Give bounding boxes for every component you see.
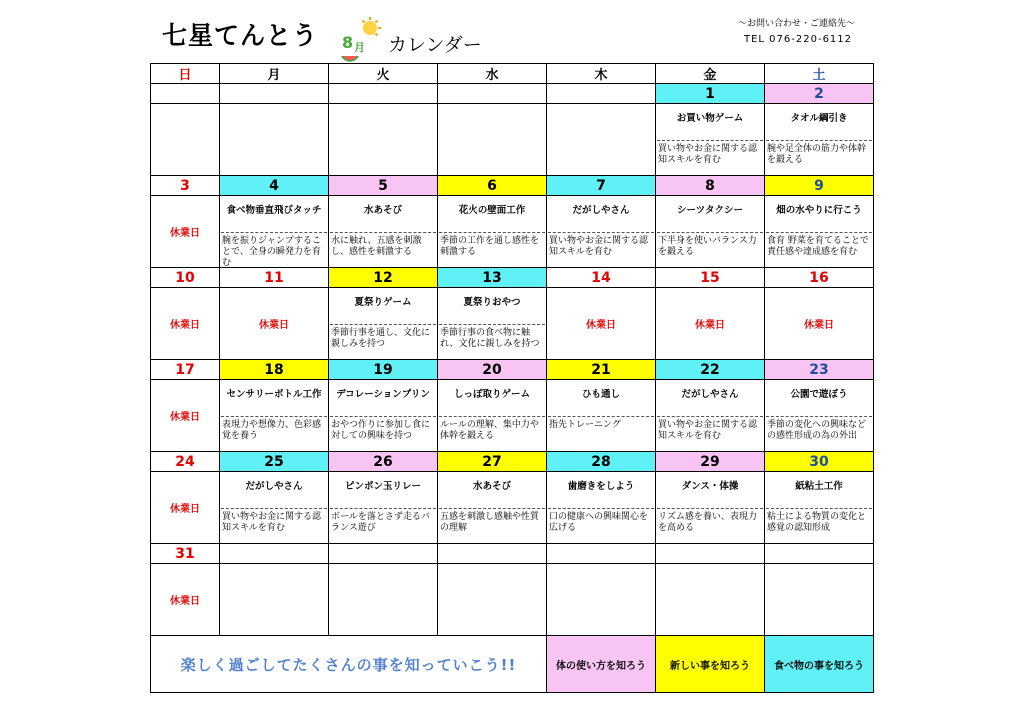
activity-cell bbox=[220, 472, 329, 544]
activity-cell bbox=[656, 380, 765, 452]
activity-title: 水あそび bbox=[472, 481, 511, 492]
activity-cell bbox=[329, 472, 438, 544]
activity-title: ひも通し bbox=[581, 389, 620, 400]
activity-cell bbox=[438, 472, 547, 544]
dashed-divider bbox=[439, 508, 545, 509]
svg-text:8: 8 bbox=[342, 33, 354, 52]
activity-title: 紙粘土工作 bbox=[795, 481, 843, 492]
date-cell-5: 5 bbox=[329, 176, 438, 196]
weekday-header-sat: 土 bbox=[765, 64, 874, 84]
date-cell-empty bbox=[220, 84, 329, 104]
activity-title: タオル綱引き bbox=[790, 113, 848, 124]
date-cell-24: 24 bbox=[151, 452, 220, 472]
activity-title: 食べ物垂直飛びタッチ bbox=[226, 205, 322, 216]
activity-cell bbox=[151, 196, 220, 268]
dashed-divider bbox=[221, 232, 327, 233]
dashed-divider bbox=[439, 324, 545, 325]
date-cell-21: 21 bbox=[547, 360, 656, 380]
dashed-divider bbox=[221, 416, 327, 417]
activity-description: ボールを落とさず走るバランス遊び bbox=[331, 512, 430, 533]
date-row bbox=[151, 360, 874, 380]
activity-description: 腕を振りジャンプすることで、全身の瞬発力を育む bbox=[222, 236, 321, 268]
activity-cell bbox=[151, 564, 220, 636]
closed-day-label: 休業日 bbox=[170, 228, 200, 239]
activity-row bbox=[151, 380, 874, 452]
phone-number: TEL 076-220-6112 bbox=[744, 34, 853, 45]
activity-row bbox=[151, 104, 874, 176]
activity-title: シーツタクシー bbox=[676, 205, 744, 216]
activity-title: デコレーションプリン bbox=[336, 389, 430, 400]
date-cell-20: 20 bbox=[438, 360, 547, 380]
date-cell-13: 13 bbox=[438, 268, 547, 288]
activity-description: 季節の変化への興味などの感性形成の為の外出 bbox=[767, 420, 867, 441]
legend-yellow: 新しい事を知ろう bbox=[656, 636, 765, 693]
activity-description: 腕や足全体の筋力や体幹を鍛える bbox=[767, 144, 867, 165]
date-cell-8: 8 bbox=[656, 176, 765, 196]
date-cell-26: 26 bbox=[329, 452, 438, 472]
contact-label: ～お問い合わせ・ご連絡先～ bbox=[738, 19, 856, 29]
date-cell-empty bbox=[765, 544, 874, 564]
activity-cell bbox=[329, 288, 438, 360]
dashed-divider bbox=[330, 232, 436, 233]
dashed-divider bbox=[657, 416, 763, 417]
activity-cell bbox=[656, 564, 765, 636]
activity-title: 夏祭りゲーム bbox=[354, 297, 412, 308]
date-cell-28: 28 bbox=[547, 452, 656, 472]
date-cell-29: 29 bbox=[656, 452, 765, 472]
activity-description: 粘土による物質の変化と感覚の認知形成 bbox=[767, 512, 867, 533]
activity-cell bbox=[438, 104, 547, 176]
date-cell-1: 1 bbox=[656, 84, 765, 104]
activity-title: 花火の壁面工作 bbox=[458, 205, 526, 216]
footer-row bbox=[151, 636, 874, 693]
closed-day-label: 休業日 bbox=[170, 596, 200, 607]
activity-cell bbox=[151, 288, 220, 360]
activity-cell bbox=[547, 196, 656, 268]
activity-cell bbox=[220, 288, 329, 360]
activity-description: 下半身を使いバランス力を鍛える bbox=[658, 236, 757, 257]
date-cell-27: 27 bbox=[438, 452, 547, 472]
date-cell-15: 15 bbox=[656, 268, 765, 288]
date-cell-10: 10 bbox=[151, 268, 220, 288]
activity-title: だがしやさん bbox=[681, 389, 739, 400]
watermelon-icon bbox=[341, 56, 359, 62]
calendar-table bbox=[150, 63, 874, 693]
dashed-divider bbox=[548, 416, 654, 417]
activity-cell bbox=[547, 472, 656, 544]
date-cell-empty bbox=[547, 84, 656, 104]
dashed-divider bbox=[657, 140, 763, 141]
activity-cell bbox=[438, 196, 547, 268]
date-cell-9: 9 bbox=[765, 176, 874, 196]
activity-cell bbox=[547, 564, 656, 636]
activity-description: おやつ作りに参加し食に対しての興味を持つ bbox=[331, 420, 431, 441]
activity-cell bbox=[438, 288, 547, 360]
activity-row bbox=[151, 196, 874, 268]
weekday-header-fri: 金 bbox=[656, 64, 765, 84]
closed-day-label: 休業日 bbox=[586, 320, 616, 331]
date-cell-30: 30 bbox=[765, 452, 874, 472]
activity-description: 季節行事の食べ物に触れ、文化に親しみを持つ bbox=[440, 328, 540, 349]
activity-cell bbox=[438, 380, 547, 452]
activity-description: 季節行事を通し、文化に親しみを持つ bbox=[331, 328, 431, 349]
activity-description: 買い物やお金に関する認知スキルを育む bbox=[658, 420, 758, 441]
activity-description: 食育 野菜を育てることで責任感や達成感を育む bbox=[767, 236, 869, 257]
weekday-header-thu: 木 bbox=[547, 64, 656, 84]
date-row bbox=[151, 176, 874, 196]
activity-cell bbox=[220, 564, 329, 636]
activity-cell bbox=[329, 380, 438, 452]
activity-description: 買い物やお金に関する認知スキルを育む bbox=[549, 236, 649, 257]
activity-description: 指先トレーニング bbox=[549, 420, 621, 430]
date-row bbox=[151, 84, 874, 104]
date-cell-6: 6 bbox=[438, 176, 547, 196]
activity-cell bbox=[151, 104, 220, 176]
dashed-divider bbox=[548, 232, 654, 233]
activity-cell bbox=[765, 380, 874, 452]
dashed-divider bbox=[766, 232, 872, 233]
activity-cell bbox=[438, 564, 547, 636]
activity-title: 歯磨きをしよう bbox=[567, 481, 635, 492]
date-row bbox=[151, 544, 874, 564]
closed-day-label: 休業日 bbox=[259, 320, 289, 331]
activity-cell bbox=[765, 288, 874, 360]
activity-cell bbox=[656, 472, 765, 544]
date-cell-17: 17 bbox=[151, 360, 220, 380]
activity-title: だがしやさん bbox=[245, 481, 303, 492]
dashed-divider bbox=[548, 508, 654, 509]
dashed-divider bbox=[657, 508, 763, 509]
activity-cell bbox=[547, 104, 656, 176]
date-cell-empty bbox=[329, 84, 438, 104]
activity-cell bbox=[547, 288, 656, 360]
motto-text: 楽しく過ごしてたくさんの事を知っていこう!! bbox=[151, 636, 547, 693]
activity-cell bbox=[765, 564, 874, 636]
date-cell-22: 22 bbox=[656, 360, 765, 380]
activity-title: 夏祭りおやつ bbox=[463, 297, 521, 308]
activity-title: 水あそび bbox=[363, 205, 402, 216]
activity-cell bbox=[329, 564, 438, 636]
dashed-divider bbox=[439, 232, 545, 233]
date-cell-empty bbox=[656, 544, 765, 564]
date-cell-11: 11 bbox=[220, 268, 329, 288]
date-cell-empty bbox=[329, 544, 438, 564]
dashed-divider bbox=[330, 324, 436, 325]
closed-day-label: 休業日 bbox=[804, 320, 834, 331]
activity-cell bbox=[765, 472, 874, 544]
activity-cell bbox=[765, 196, 874, 268]
activity-cell bbox=[656, 104, 765, 176]
closed-day-label: 休業日 bbox=[170, 504, 200, 515]
date-cell-4: 4 bbox=[220, 176, 329, 196]
date-cell-12: 12 bbox=[329, 268, 438, 288]
date-cell-empty bbox=[438, 544, 547, 564]
activity-row bbox=[151, 472, 874, 544]
activity-title: ピンポン玉リレー bbox=[344, 481, 421, 492]
date-cell-23: 23 bbox=[765, 360, 874, 380]
legend-cyan: 食べ物の事を知ろう bbox=[765, 636, 874, 693]
weekday-header-row bbox=[151, 64, 874, 84]
activity-cell bbox=[220, 380, 329, 452]
date-cell-7: 7 bbox=[547, 176, 656, 196]
date-cell-18: 18 bbox=[220, 360, 329, 380]
date-cell-3: 3 bbox=[151, 176, 220, 196]
date-cell-empty bbox=[438, 84, 547, 104]
closed-day-label: 休業日 bbox=[695, 320, 725, 331]
date-cell-empty bbox=[151, 84, 220, 104]
svg-text:月: 月 bbox=[354, 41, 365, 54]
dashed-divider bbox=[766, 416, 872, 417]
legend-pink: 体の使い方を知ろう bbox=[547, 636, 656, 693]
date-row bbox=[151, 268, 874, 288]
sun-month-badge bbox=[337, 16, 383, 62]
date-cell-31: 31 bbox=[151, 544, 220, 564]
activity-cell bbox=[329, 104, 438, 176]
activity-title: センサリーボトル工作 bbox=[226, 389, 322, 400]
activity-cell bbox=[765, 104, 874, 176]
activity-cell bbox=[656, 288, 765, 360]
dashed-divider bbox=[330, 508, 436, 509]
activity-description: 買い物やお金に関する認知スキルを育む bbox=[222, 512, 322, 533]
activity-description: 水に触れ、五感を刺激し、感性を刺激する bbox=[331, 236, 422, 257]
weekday-header-wed: 水 bbox=[438, 64, 547, 84]
activity-title: しっぽ取りゲーム bbox=[453, 389, 530, 400]
date-cell-2: 2 bbox=[765, 84, 874, 104]
dashed-divider bbox=[439, 416, 545, 417]
activity-cell bbox=[151, 380, 220, 452]
date-cell-16: 16 bbox=[765, 268, 874, 288]
dashed-divider bbox=[657, 232, 763, 233]
dashed-divider bbox=[766, 508, 872, 509]
activity-title: 畑の水やりに行こう bbox=[776, 205, 862, 216]
activity-cell bbox=[329, 196, 438, 268]
date-row bbox=[151, 452, 874, 472]
activity-description: 表現力や想像力、色彩感覚を養う bbox=[222, 420, 322, 441]
weekday-header-sun: 日 bbox=[151, 64, 220, 84]
activity-description: 五感を刺激し感触や性質の理解 bbox=[440, 512, 540, 533]
dashed-divider bbox=[330, 416, 436, 417]
date-cell-19: 19 bbox=[329, 360, 438, 380]
activity-description: 季節の工作を通し感性を刺激する bbox=[440, 236, 540, 257]
sun-icon bbox=[363, 17, 382, 36]
weekday-header-mon: 月 bbox=[220, 64, 329, 84]
activity-description: ルールの理解、集中力や体幹を鍛える bbox=[440, 420, 539, 441]
date-cell-empty bbox=[220, 544, 329, 564]
date-cell-25: 25 bbox=[220, 452, 329, 472]
activity-row bbox=[151, 288, 874, 360]
closed-day-label: 休業日 bbox=[170, 320, 200, 331]
weekday-header-tue: 火 bbox=[329, 64, 438, 84]
dashed-divider bbox=[766, 140, 872, 141]
activity-cell bbox=[220, 104, 329, 176]
activity-cell bbox=[547, 380, 656, 452]
activity-title: お買い物ゲーム bbox=[676, 113, 744, 124]
activity-cell bbox=[151, 472, 220, 544]
activity-row bbox=[151, 564, 874, 636]
activity-description: 口の健康への興味関心を広げる bbox=[549, 512, 649, 533]
dashed-divider bbox=[221, 508, 327, 509]
activity-title: 公園で遊ぼう bbox=[790, 389, 848, 400]
activity-title: だがしやさん bbox=[572, 205, 630, 216]
activity-cell bbox=[220, 196, 329, 268]
activity-description: 買い物やお金に関する認知スキルを育む bbox=[658, 144, 758, 165]
page-subtitle: カレンダー bbox=[388, 34, 482, 56]
activity-cell bbox=[656, 196, 765, 268]
date-cell-14: 14 bbox=[547, 268, 656, 288]
date-cell-empty bbox=[547, 544, 656, 564]
closed-day-label: 休業日 bbox=[170, 412, 200, 423]
page-title: 七星てんとう bbox=[162, 21, 319, 50]
activity-description: リズム感を養い、表現力を高める bbox=[658, 512, 757, 533]
activity-title: ダンス・体操 bbox=[681, 481, 739, 492]
